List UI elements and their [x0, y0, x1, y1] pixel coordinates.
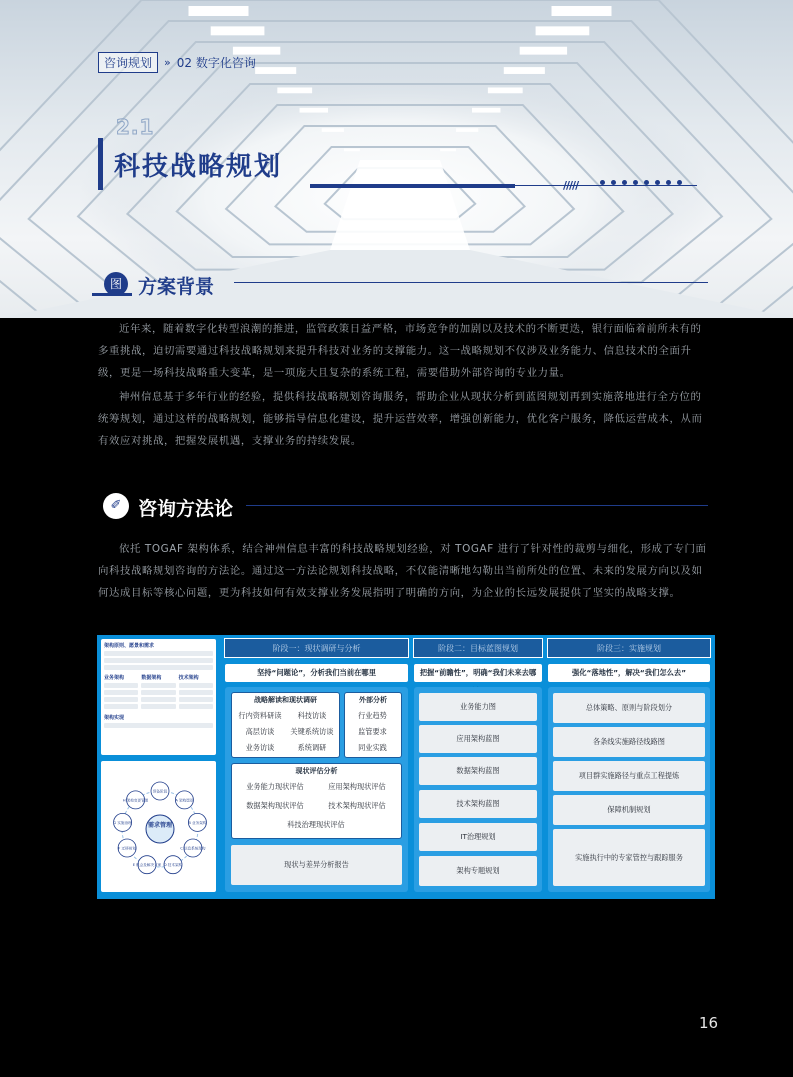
subsection-divider	[234, 282, 708, 283]
tunnel-light	[440, 149, 456, 152]
wheel-node-label: F 迁移规划	[118, 846, 136, 851]
paragraph-background-2: 神州信息基于多年行业的经验，提供科技战略规划咨询服务，帮助企业从现状分析到蓝图规划再到实施落地进行全方位的统筹规划，通过这样的战略规划，能够指导信息化建设，提升运营效率，增强创新能力，优化客户服务，降低运营成本，从而有效应对挑战，把握发展机遇，支撑业务的持续发展。	[98, 391, 703, 447]
external-item: 行业趋势	[358, 711, 387, 720]
mini-heading: 数据架构	[141, 675, 162, 681]
assessment-item: 应用架构现状评估	[328, 782, 386, 791]
tunnel-light	[520, 47, 567, 55]
report-box: 现状与差异分析报告	[231, 845, 402, 885]
stripes-decoration: /////	[563, 179, 579, 192]
page-title: 科技战略规划	[114, 152, 283, 182]
togaf-panel	[101, 639, 216, 892]
mini-heading: 技术架构	[178, 675, 199, 681]
column-title-1: 坚持“问题论”，分析我们当前在哪里	[225, 664, 408, 682]
plan-item: 总体策略、原则与阶段划分	[553, 693, 705, 723]
stage3-body	[548, 687, 710, 892]
stage1-body	[225, 687, 408, 892]
research-item: 关键系统访谈	[290, 727, 334, 736]
plan-item: 项目群实施路径与重点工程提炼	[553, 761, 705, 791]
mini-heading: 架构原则、愿景和需求	[104, 643, 155, 649]
plan-item: 各条线实施路径线路图	[553, 727, 705, 757]
subsection-title-background: 方案背景	[138, 276, 215, 298]
tunnel-light	[344, 149, 360, 152]
title-accent-bar	[98, 138, 103, 190]
research-item: 高层访谈	[245, 727, 275, 736]
tunnel-light	[189, 6, 249, 16]
tunnel-light	[300, 108, 329, 113]
dots-decoration	[600, 180, 682, 185]
breadcrumb-page[interactable]: 02 数字化咨询	[176, 56, 256, 70]
wheel-node-label: H 架构变更管理	[122, 798, 149, 803]
column-title-2: 把握“前瞻性”，明确“我们未来去哪	[414, 664, 542, 682]
group-title: 外部分析	[359, 696, 387, 704]
title-underline-thin	[515, 185, 697, 186]
tunnel-light	[456, 128, 478, 132]
assessment-item: 业务能力现状评估	[246, 782, 304, 791]
external-analysis-group	[344, 692, 402, 758]
group-title: 战略解读和现状调研	[254, 696, 317, 704]
blueprint-item: 应用架构蓝图	[419, 725, 537, 753]
wheel-node-label: 预备阶段	[152, 789, 168, 794]
wheel-node-label: B 业务架构	[188, 820, 207, 825]
tunnel-light	[322, 128, 344, 132]
adm-wheel	[110, 767, 210, 887]
stage-header-1: 阶段一：现状调研与分析	[224, 638, 409, 658]
blueprint-item: 架构专题规划	[419, 856, 537, 886]
methodology-icon: ✐	[103, 493, 129, 519]
methodology-diagram	[97, 635, 715, 899]
adm-wheel-box	[101, 761, 216, 892]
external-item: 同业实践	[358, 743, 387, 752]
wheel-node-label: C 信息系统架构	[180, 846, 206, 851]
wheel-node-label: A 架构愿景	[175, 798, 194, 803]
subsection-title-methodology: 咨询方法论	[138, 498, 234, 520]
research-group	[231, 692, 340, 758]
stage2-body	[414, 687, 542, 892]
tunnel-light	[552, 6, 612, 16]
blueprint-item: 业务能力图	[419, 693, 537, 721]
subsection-underline	[92, 293, 132, 296]
title-underline	[310, 184, 515, 188]
tunnel-light	[211, 26, 265, 35]
stage-header-2: 阶段二：目标蓝图规划	[413, 638, 543, 658]
assessment-item: 科技治理现状评估	[287, 820, 345, 829]
section-number: 2.1	[116, 115, 155, 139]
mini-heading: 架构实现	[104, 715, 125, 721]
tunnel-light	[472, 108, 501, 113]
wheel-node-label: D 技术架构	[163, 863, 183, 868]
blueprint-item: 数据架构蓝图	[419, 757, 537, 785]
research-item: 科技访谈	[297, 711, 327, 720]
blueprint-item: IT治理规划	[419, 823, 537, 851]
assessment-group	[231, 763, 402, 839]
tunnel-light	[255, 67, 296, 74]
assessment-item: 技术架构现状评估	[328, 801, 386, 810]
tunnel-light	[504, 67, 545, 74]
assessment-item: 数据架构现状评估	[246, 801, 304, 810]
tunnel-light	[536, 26, 590, 35]
wheel-node-label: G 实施治理	[113, 820, 132, 825]
stage-header-3: 阶段三：实施规划	[547, 638, 711, 658]
breadcrumb	[98, 52, 256, 73]
group-title: 现状评估分析	[295, 767, 338, 775]
breadcrumb-section[interactable]: 咨询规划	[98, 52, 158, 73]
plan-item: 保障机制规划	[553, 795, 705, 825]
hero-banner	[0, 0, 793, 318]
tunnel-light	[488, 87, 523, 93]
paragraph-background-1: 近年来，随着数字化转型浪潮的推进，监管政策日益严格，市场竞争的加剧以及技术的不断更迭，银行面临着前所未有的多重挑战，迫切需要通过科技战略规划来提升科技对业务的支撑能力。这一战略规划不仅涉及业务能力、信息技术的全面升级，更是一场科技战略重大变革，是一项庞大且复杂的系统工程，需要借助外部咨询的专业力量。	[98, 323, 702, 379]
background-icon: 图	[104, 272, 128, 296]
research-item: 系统调研	[297, 743, 327, 752]
page-number: 16	[699, 1014, 719, 1032]
blueprint-item: 技术架构蓝图	[419, 790, 537, 818]
paragraph-methodology: 依托 TOGAF 架构体系，结合神州信息丰富的科技战略规划经验，对 TOGAF 进行了针对性的裁剪与细化，形成了专门面向科技战略规划咨询的方法论。通过这一方法论规划科技战略，不仅能清晰地勾勒出当前所处的位置、未来的发展方向以及如何达成目标等核心问题，更为科技如何有效支撑业务发展指明了明确的方向，为企业的长远发展提供了坚实的战略支撑。	[98, 543, 707, 599]
mini-heading: 业务架构	[104, 675, 125, 681]
wheel-node-label: E 机会及解决方案	[132, 863, 162, 868]
research-item: 业务访谈	[245, 743, 275, 752]
breadcrumb-arrow-icon: »	[164, 56, 171, 69]
external-item: 监管要求	[358, 727, 387, 736]
wheel-center-label: 需求管理	[147, 822, 173, 829]
tunnel-light	[277, 87, 312, 93]
plan-item: 实施执行中的专家管控与跟踪服务	[553, 829, 705, 886]
research-item: 行内资料研读	[238, 711, 282, 720]
column-title-3: 强化“落地性”，解决“我们怎么去”	[548, 664, 710, 682]
subsection-divider	[246, 505, 708, 506]
architecture-requirements-box	[101, 639, 216, 755]
